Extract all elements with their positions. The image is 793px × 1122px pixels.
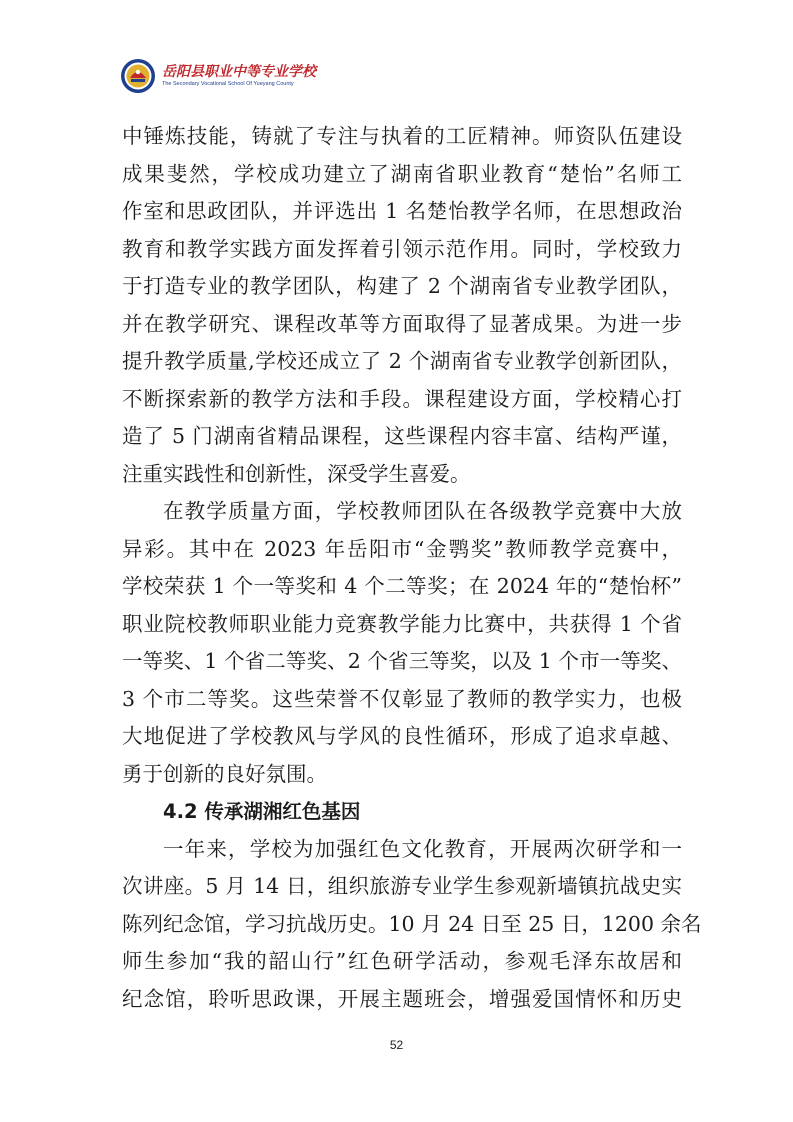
text-line: 陈列纪念馆，学习抗战历史。10 月 24 日至 25 日，1200 余名	[122, 911, 702, 936]
text-line: 于打造专业的教学团队，构建了 2 个湖南省专业教学团队，	[122, 274, 682, 298]
school-header	[120, 56, 316, 96]
section-heading: 4.2 传承湖湘红色基因	[163, 800, 361, 823]
text-line: 勇于创新的良好氛围。	[122, 761, 327, 786]
school-name-en: The Secondary Vocational School Of Yueyang County	[162, 81, 294, 87]
text-line: 提升教学质量,学校还成立了 2 个湖南省专业教学创新团队，	[122, 349, 682, 373]
document-body	[122, 118, 702, 1018]
paragraph-2	[122, 493, 682, 793]
text-line: 成果斐然，学校成功建立了湖南省职业教育“楚怡”名师工	[122, 161, 682, 186]
text-line: 作室和思政团队，并评选出 1 名楚怡教学名师，在思想政治	[122, 199, 682, 223]
text-line: 并在教学研究、课程改革等方面取得了显著成果。为进一步	[122, 311, 682, 336]
text-line: 次讲座。5 月 14 日，组织旅游专业学生参观新墙镇抗战史实	[122, 874, 682, 898]
page-number: 52	[389, 1038, 404, 1052]
text-line: 中锤炼技能，铸就了专注与执着的工匠精神。师资队伍建设	[122, 124, 682, 148]
text-line: 教育和教学实践方面发挥着引领示范作用。同时，学校致力	[122, 236, 682, 261]
text-line: 造了 5 门湖南省精品课程，这些课程内容丰富、结构严谨，	[122, 424, 682, 448]
school-logo-text	[162, 64, 316, 88]
text-line: 一年来，学校为加强红色文化教育，开展两次研学和一	[163, 836, 682, 861]
text-line: 不断探索新的教学方法和手段。课程建设方面，学校精心打	[122, 386, 682, 411]
school-emblem-icon	[120, 58, 156, 94]
text-line: 注重实践性和创新性，深受学生喜爱。	[122, 461, 471, 486]
text-line: 在教学质量方面，学校教师团队在各级教学竞赛中大放	[163, 499, 682, 523]
text-line: 师生参加“我的韶山行”红色研学活动，参观毛泽东故居和	[122, 949, 682, 973]
paragraph-1	[122, 118, 682, 493]
text-line: 3 个市二等奖。这些荣誉不仅彰显了教师的教学实力，也极	[122, 686, 682, 711]
text-line: 纪念馆，聆听思政课，开展主题班会，增强爱国情怀和历史	[122, 986, 682, 1011]
text-line: 大地促进了学校教风与学风的良性循环，形成了追求卓越、	[122, 724, 682, 748]
text-line: 异彩。其中在 2023 年岳阳市“金鹗奖”教师教学竞赛中，	[122, 536, 682, 561]
school-name-cn: 岳阳县职业中等专业学校	[162, 64, 316, 80]
paragraph-3	[122, 831, 702, 1019]
text-line: 学校荣获 1 个一等奖和 4 个二等奖；在 2024 年的“楚怡杯”	[122, 574, 682, 598]
text-line: 一等奖、1 个省二等奖、2 个省三等奖，以及 1 个市一等奖、	[122, 649, 682, 673]
text-line: 职业院校教师职业能力竞赛教学能力比赛中，共获得 1 个省	[122, 611, 682, 636]
